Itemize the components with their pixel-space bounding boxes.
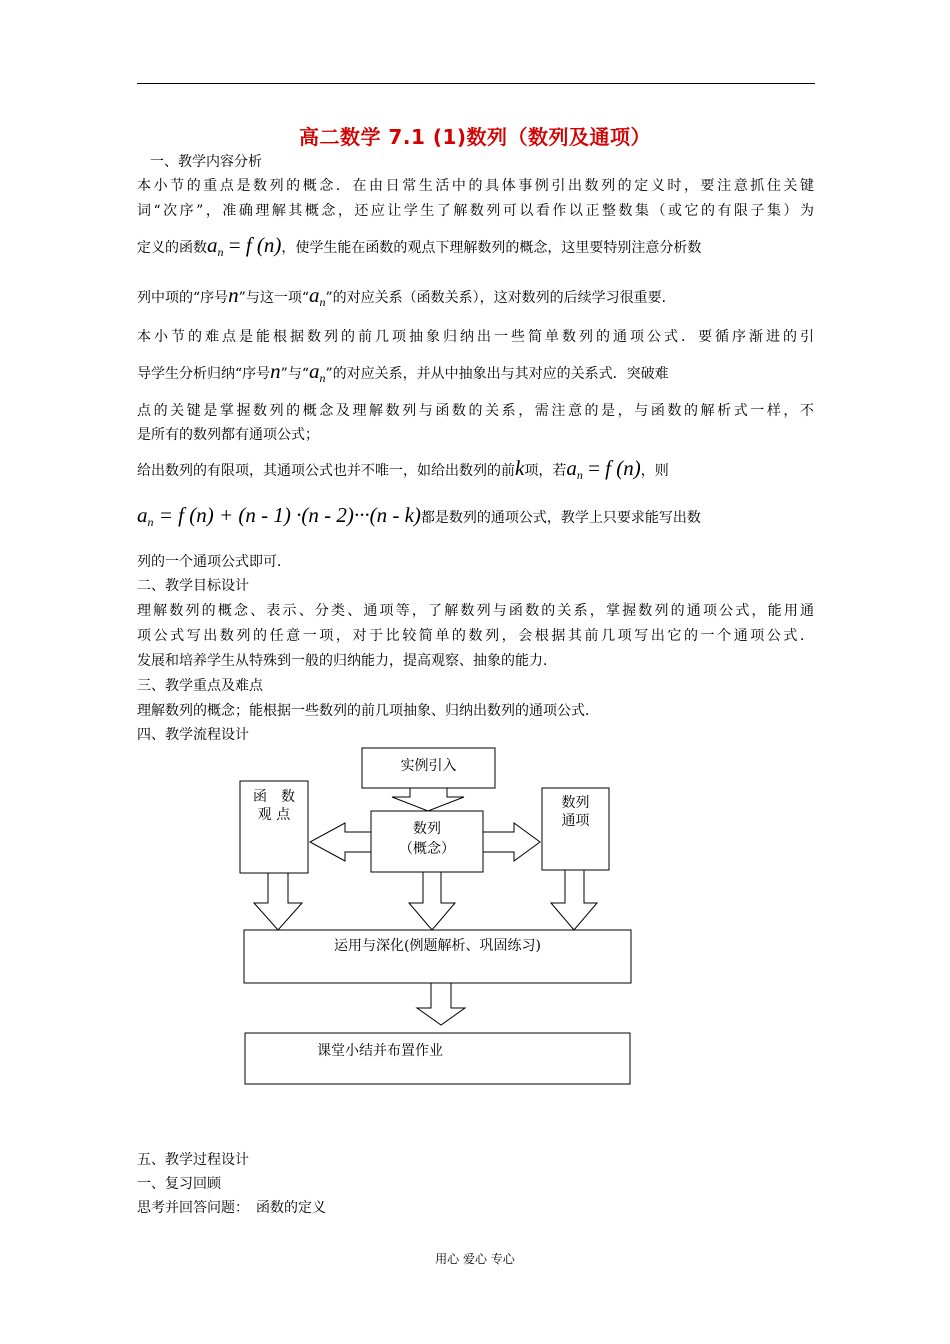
sec1-line-7: 点的关键是掌握数列的概念及理解数列与函数的关系，需注意的是，与函数的解析式一样，不 — [137, 403, 814, 419]
math-eq: = — [228, 233, 241, 257]
sec1-line-9-a: 给出数列的有限项，其通项公式也并不唯一，如给出数列的前 — [137, 463, 515, 479]
sec2-line-1: 理解数列的概念、表示、分类、通项等，了解数列与函数的关系，掌握数列的通项公式，能用通 — [137, 603, 814, 619]
sec1-line-5: 本小节的难点是能根据数列的前几项抽象归纳出一些简单数列的通项公式．要循序渐进的引 — [137, 329, 814, 345]
math-fn: f (n) — [245, 233, 282, 257]
math-a-2: a — [309, 283, 320, 307]
flow-term-label-2: 通项 — [561, 813, 590, 829]
math-sub-n-5: n — [147, 515, 154, 529]
sec1-line-6-b: ”与“ — [280, 366, 309, 382]
math-a-4: a — [566, 456, 577, 480]
flow-concept-label-2: （概念） — [399, 841, 455, 857]
math-n: n — [228, 283, 239, 307]
sec1-line-3-start: 定义的函数 — [137, 240, 207, 256]
math-n-2: n — [270, 359, 281, 383]
section-3-heading: 三、教学重点及难点 — [137, 678, 263, 694]
section-4-heading: 四、教学流程设计 — [137, 727, 249, 743]
sec1-line-3-end: ，使学生能在函数的观点下理解数列的概念，这里要特别注意分析数 — [281, 240, 702, 256]
sec1-line-4-b: ”与这一项“ — [238, 290, 309, 306]
section-5-heading: 五、教学过程设计 — [137, 1152, 249, 1168]
math-fn-2: f (n) — [605, 456, 641, 480]
flow-apply-label: 运用与深化(例题解析、巩固练习) — [334, 938, 541, 954]
sec1-line-4-c: ”的对应关系（函数关系），这对数列的后续学习很重要． — [325, 290, 676, 306]
math-sub-n: n — [217, 245, 224, 259]
page-title: 高二数学 7.1 (1)数列（数列及通项） — [298, 125, 652, 149]
sec1-line-1: 本小节的重点是数列的概念．在由日常生活中的具体事例引出数列的定义时，要注意抓住关键 — [137, 178, 814, 194]
math-a-5: a — [137, 503, 148, 527]
sec2-line-2: 项公式写出数列的任意一项，对于比较简单的数列，会根据其前几项写出它的一个通项公式． — [137, 628, 814, 644]
arrow-concept-to-term — [483, 823, 540, 861]
math-sub-n-3: n — [319, 371, 326, 385]
sec1-line-11: 列的一个通项公式即可． — [137, 554, 291, 570]
sec1-line-6-c: ”的对应关系，并从中抽象出与其对应的关系式．突破难 — [325, 366, 669, 382]
math-a: a — [207, 233, 218, 257]
arrow-concept-to-apply — [409, 872, 455, 930]
arrow-function-to-apply — [254, 873, 302, 930]
arrow-intro-to-concept — [392, 788, 464, 811]
sec1-line-9-c: ，则 — [640, 463, 669, 479]
sec5-subheading: 一、复习回顾 — [137, 1176, 221, 1192]
sec1-line-9-b: 项，若 — [524, 463, 567, 479]
math-sub-n-2: n — [319, 295, 326, 309]
sec1-line-4-a: 列中项的“序号 — [137, 290, 229, 306]
flow-intro-label: 实例引入 — [400, 758, 457, 774]
math-a-3: a — [309, 359, 320, 383]
arrow-apply-to-summary — [417, 983, 465, 1025]
arrow-concept-to-function — [310, 823, 371, 861]
flow-function-label-2: 观 点 — [257, 807, 291, 823]
sec1-line-2: 词“次序”，准确理解其概念，还应让学生了解数列可以看作以正整数集（或它的有限子集）为 — [137, 203, 814, 219]
math-eq-2: = — [588, 456, 600, 480]
sec1-line-8: 是所有的数列都有通项公式； — [137, 427, 319, 443]
flow-term-label-1: 数列 — [561, 795, 590, 811]
flow-function-label-1: 函 数 — [253, 789, 295, 805]
math-sub-n-4: n — [576, 468, 583, 482]
math-long-expression: = f (n) + (n - 1) ·(n - 2)···(n - k) — [158, 503, 421, 527]
section-1-heading: 一、教学内容分析 — [150, 154, 262, 170]
math-k: k — [515, 456, 525, 480]
arrow-term-to-apply — [551, 870, 597, 930]
sec1-line-10-a: 都是数列的通项公式，教学上只要求能写出数 — [420, 510, 701, 526]
flow-summary-label: 课堂小结并布置作业 — [317, 1043, 443, 1059]
flow-concept-label-1: 数列 — [413, 821, 441, 837]
sec2-line-3: 发展和培养学生从特殊到一般的归纳能力，提高观察、抽象的能力． — [137, 653, 557, 669]
sec1-line-6-a: 导学生分析归纳“序号 — [137, 366, 271, 382]
section-2-heading: 二、教学目标设计 — [137, 578, 249, 594]
page-footer: 用心 爱心 专心 — [435, 1252, 515, 1266]
sec3-line-1: 理解数列的概念；能根据一些数列的前几项抽象、归纳出数列的通项公式． — [137, 703, 599, 719]
sec5-question: 思考并回答问题： 函数的定义 — [137, 1200, 326, 1216]
